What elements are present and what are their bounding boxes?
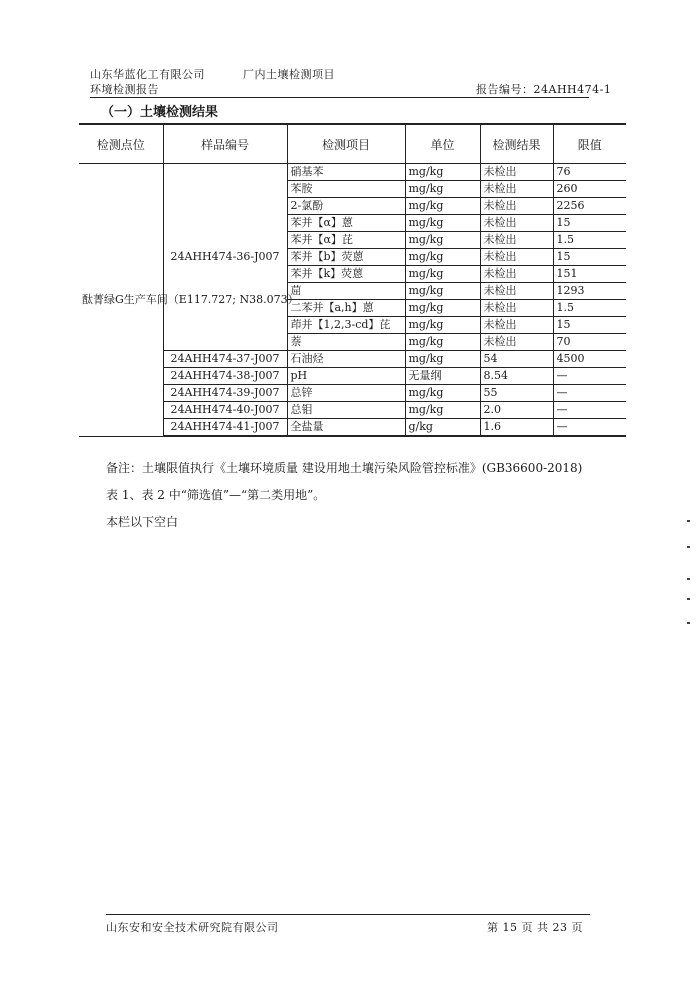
scan-mark — [687, 598, 690, 600]
unit-cell: mg/kg — [405, 164, 480, 181]
unit-cell: mg/kg — [405, 317, 480, 334]
scan-mark — [687, 520, 690, 522]
col-header-location: 检测点位 — [79, 124, 163, 164]
soil-results-table — [79, 123, 626, 437]
unit-cell: mg/kg — [405, 181, 480, 198]
unit-cell: mg/kg — [405, 300, 480, 317]
item-cell: 硝基苯 — [287, 164, 405, 181]
unit-cell: mg/kg — [405, 249, 480, 266]
col-header-item: 检测项目 — [287, 124, 405, 164]
item-cell: 萘 — [287, 334, 405, 351]
item-cell: 苯并【b】荧蒽 — [287, 249, 405, 266]
result-cell: 未检出 — [480, 334, 553, 351]
result-cell: 8.54 — [480, 368, 553, 385]
unit-cell: mg/kg — [405, 266, 480, 283]
scan-mark — [687, 546, 690, 548]
item-cell: 䓛 — [287, 283, 405, 300]
result-cell: 未检出 — [480, 300, 553, 317]
location-cell: 酞菁绿G生产车间（E117.727; N38.073） — [79, 164, 163, 437]
result-cell: 未检出 — [480, 283, 553, 300]
header-project: 厂内土壤检测项目 — [243, 68, 335, 81]
sample-id-cell: 24AHH474-41-J007 — [163, 419, 287, 437]
header-rule — [90, 97, 589, 98]
limit-cell: 1293 — [553, 283, 626, 300]
sample-id-cell: 24AHH474-37-J007 — [163, 351, 287, 368]
unit-cell: mg/kg — [405, 283, 480, 300]
scan-mark — [687, 578, 690, 580]
unit-cell: mg/kg — [405, 351, 480, 368]
group-sample-id: 24AHH474-36-J007 — [163, 164, 287, 351]
result-cell: 未检出 — [480, 232, 553, 249]
sample-id-cell: 24AHH474-38-J007 — [163, 368, 287, 385]
footer-page-number: 第 15 页 共 23 页 — [487, 921, 583, 934]
item-cell: 全盐量 — [287, 419, 405, 437]
limit-cell: — — [553, 402, 626, 419]
item-cell: 苯并【α】芘 — [287, 232, 405, 249]
scan-mark — [687, 622, 690, 624]
unit-cell: mg/kg — [405, 198, 480, 215]
limit-cell: 76 — [553, 164, 626, 181]
result-cell: 未检出 — [480, 181, 553, 198]
limit-cell: 2256 — [553, 198, 626, 215]
result-cell: 未检出 — [480, 317, 553, 334]
table-row — [79, 164, 626, 181]
limit-cell: 260 — [553, 181, 626, 198]
blank-below-note: 本栏以下空白 — [106, 515, 179, 529]
limit-cell: 70 — [553, 334, 626, 351]
col-header-unit: 单位 — [405, 124, 480, 164]
header-company: 山东华蓝化工有限公司 — [90, 68, 205, 81]
col-header-limit: 限值 — [553, 124, 626, 164]
item-cell: 苯胺 — [287, 181, 405, 198]
section-title: （一）土壤检测结果 — [101, 105, 219, 120]
unit-cell: mg/kg — [405, 385, 480, 402]
sample-id-cell: 24AHH474-40-J007 — [163, 402, 287, 419]
footer-institute: 山东安和安全技术研究院有限公司 — [106, 921, 279, 934]
report-number-value: 24AHH474-1 — [533, 83, 612, 96]
item-cell: 石油烃 — [287, 351, 405, 368]
item-cell: 总锌 — [287, 385, 405, 402]
limit-cell: 1.5 — [553, 300, 626, 317]
limit-cell: 15 — [553, 215, 626, 232]
result-cell: 2.0 — [480, 402, 553, 419]
item-cell: 苯并【α】蒽 — [287, 215, 405, 232]
item-cell: pH — [287, 368, 405, 385]
result-cell: 未检出 — [480, 164, 553, 181]
footer-rule — [106, 914, 590, 915]
header-report-type: 环境检测报告 — [90, 83, 159, 96]
limit-cell: 1.5 — [553, 232, 626, 249]
limit-cell: — — [553, 385, 626, 402]
unit-cell: mg/kg — [405, 334, 480, 351]
item-cell: 苯并【k】荧蒽 — [287, 266, 405, 283]
limit-cell: 15 — [553, 317, 626, 334]
table-header-row — [79, 124, 626, 164]
unit-cell: mg/kg — [405, 232, 480, 249]
result-cell: 未检出 — [480, 249, 553, 266]
unit-cell: mg/kg — [405, 402, 480, 419]
result-cell: 未检出 — [480, 198, 553, 215]
limit-cell: 15 — [553, 249, 626, 266]
unit-cell: mg/kg — [405, 215, 480, 232]
remark-line-2: 表 1、表 2 中“筛选值”—“第二类用地”。 — [106, 488, 326, 502]
result-cell: 55 — [480, 385, 553, 402]
report-number-label: 报告编号： — [476, 83, 534, 96]
limit-cell: — — [553, 419, 626, 437]
header-report-number — [476, 81, 611, 97]
result-cell: 1.6 — [480, 419, 553, 437]
item-cell: 茚并【1,2,3-cd】芘 — [287, 317, 405, 334]
result-cell: 未检出 — [480, 266, 553, 283]
limit-cell: — — [553, 368, 626, 385]
limit-cell: 4500 — [553, 351, 626, 368]
col-header-sample-id: 样品编号 — [163, 124, 287, 164]
unit-cell: g/kg — [405, 419, 480, 437]
item-cell: 二苯并【a,h】蒽 — [287, 300, 405, 317]
result-cell: 未检出 — [480, 215, 553, 232]
limit-cell: 151 — [553, 266, 626, 283]
sample-id-cell: 24AHH474-39-J007 — [163, 385, 287, 402]
remark-line-1: 备注：土壤限值执行《土壤环境质量 建设用地土壤污染风险管控标准》(GB36600-2018) — [106, 461, 583, 475]
unit-cell: 无量纲 — [405, 368, 480, 385]
col-header-result: 检测结果 — [480, 124, 553, 164]
result-cell: 54 — [480, 351, 553, 368]
item-cell: 总钼 — [287, 402, 405, 419]
item-cell: 2-氯酚 — [287, 198, 405, 215]
